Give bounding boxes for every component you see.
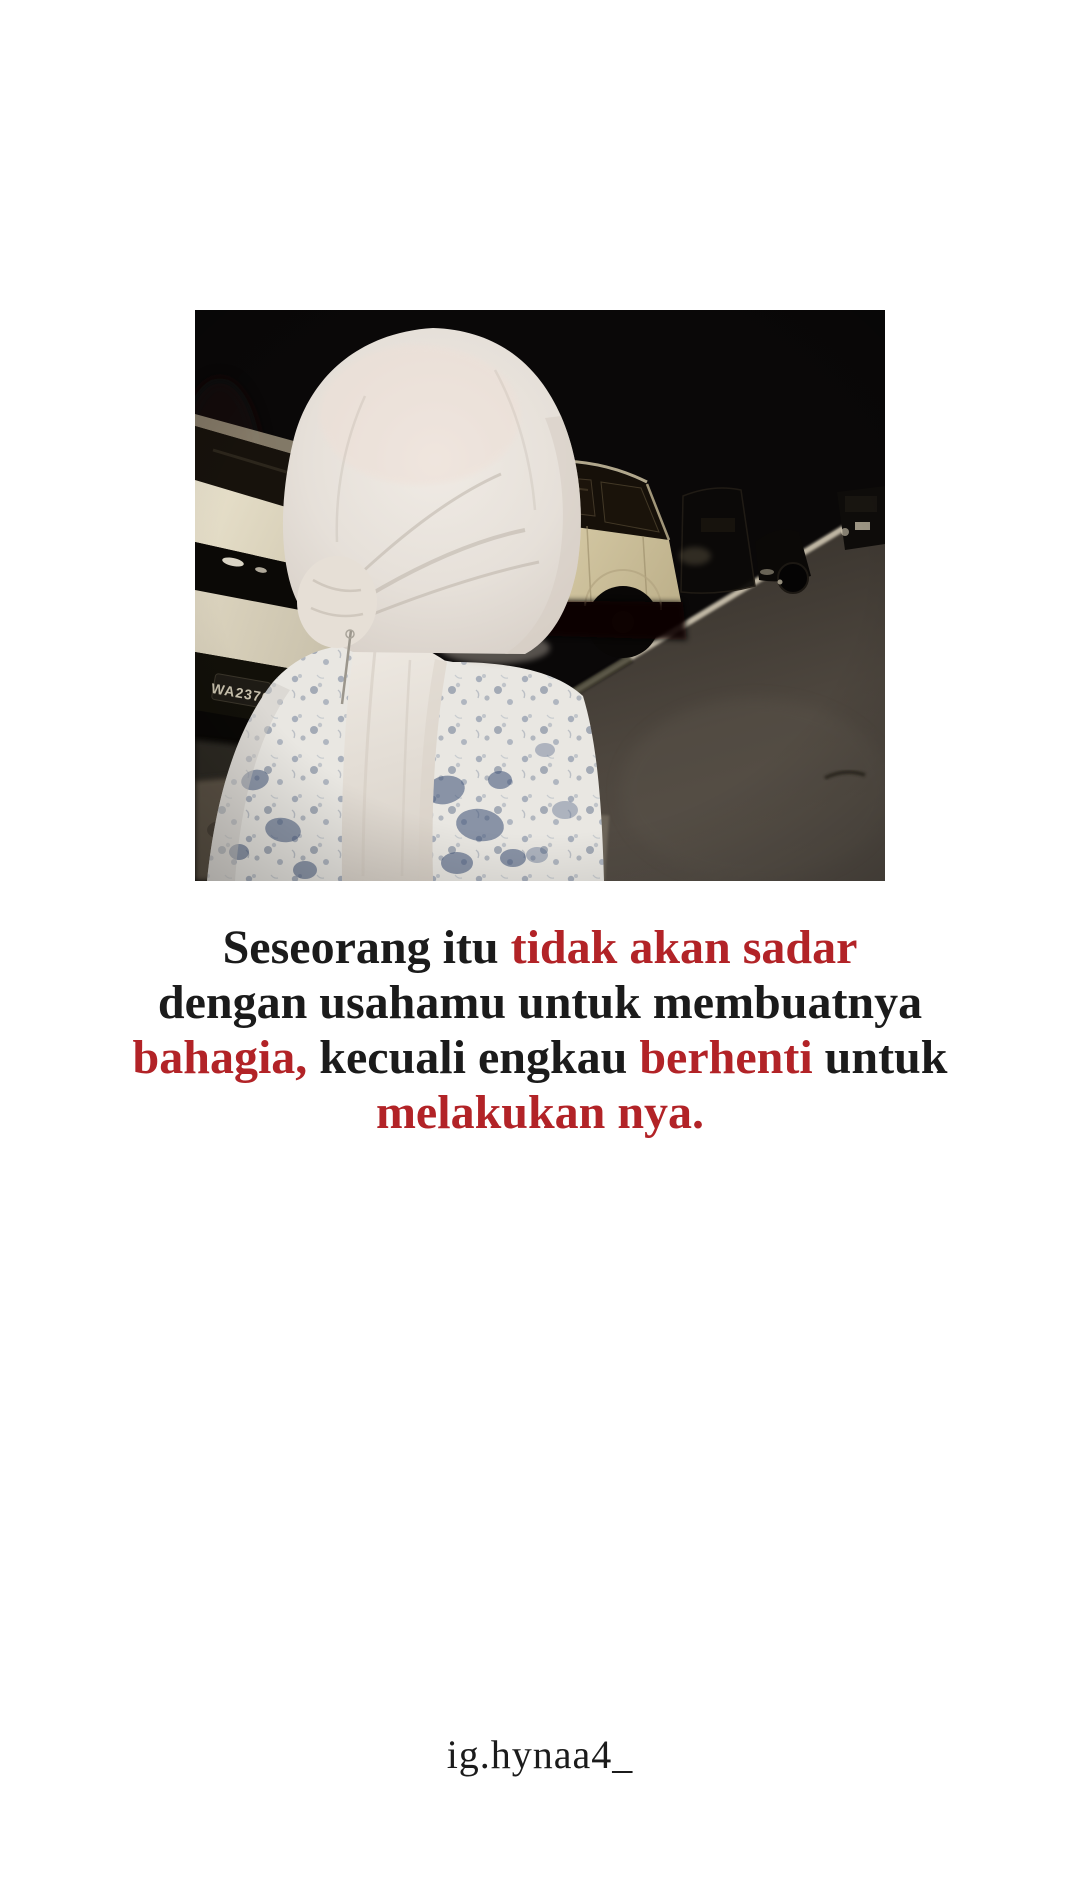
night-photo [195,310,885,881]
quote-line [0,1085,1080,1140]
quote-line [0,920,1080,975]
quote-segment: melakukan nya. [375,1086,705,1139]
quote-segment: Seseorang itu [222,921,511,974]
quote-line [0,1030,1080,1085]
quote-segment: berhenti [639,1031,813,1084]
quote-segment: kecuali engkau [307,1031,640,1084]
night-photo-art [195,310,885,881]
quote-segment: tidak akan sadar [510,921,858,974]
instagram-handle: ig.hynaa4_ [446,1732,634,1777]
quote-text [0,920,1080,1140]
quote-segment: bahagia, [132,1031,308,1084]
quote-line [0,975,1080,1030]
quote-segment: untuk [812,1031,948,1084]
photo-vignette [195,310,885,881]
quote-segment: dengan usahamu untuk membuatnya [157,976,923,1029]
